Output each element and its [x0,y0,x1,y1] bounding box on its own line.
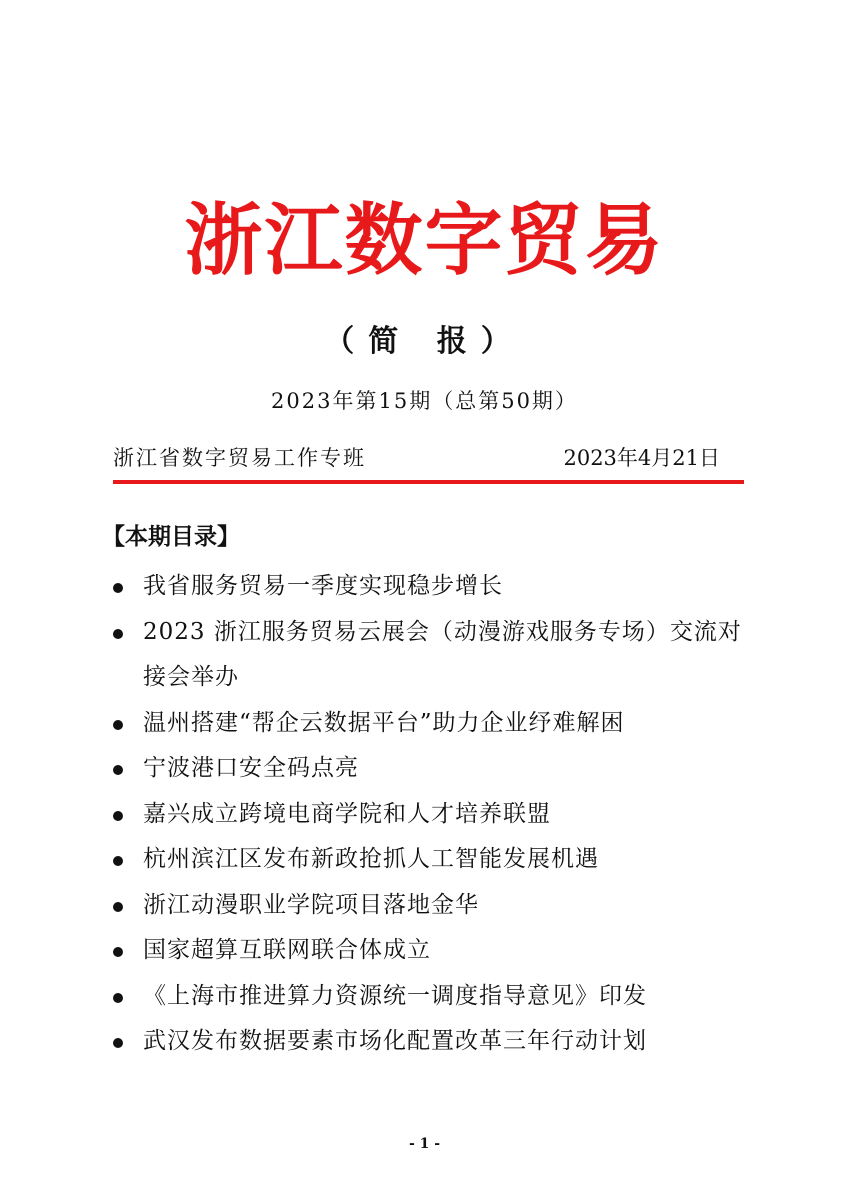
header-divider [113,480,744,484]
bullet-icon [113,947,123,957]
toc-item-text: 《上海市推进算力资源统一调度指导意见》印发 [143,982,647,1009]
publication-date: 2023年4月21日 [563,446,720,470]
toc-item [113,610,753,701]
toc-item-text: 武汉发布数据要素市场化配置改革三年行动计划 [143,1028,647,1054]
bullet-icon [113,1038,123,1048]
bullet-icon [113,765,123,775]
bullet-icon [113,811,123,821]
bullet-icon [113,993,123,1003]
toc-item [113,746,753,792]
toc-item [113,564,753,610]
page-number: - 1 - [408,1136,441,1152]
bullet-icon [113,583,123,593]
toc-item [113,792,753,838]
toc-item-text: 温州搭建“帮企云数据平台”助力企业纾难解困 [143,709,625,736]
toc-item-text: 杭州滨江区发布新政抢抓人工智能发展机遇 [143,846,599,872]
toc-item-text: 2023 浙江服务贸易云展会（动漫游戏服务专场）交流对接会举办 [143,618,742,690]
issue-line: 2023年第15期（总第50期） [271,389,578,413]
toc-item-text: 浙江动漫职业学院项目落地金华 [143,891,479,918]
toc-item [113,1019,753,1065]
toc-item [113,701,753,747]
masthead-subtitle: （简 报） [324,324,525,359]
toc-item-text: 国家超算互联网联合体成立 [143,937,431,963]
toc-heading: 【本期目录】 [102,524,240,550]
toc-item [113,974,753,1020]
publisher: 浙江省数字贸易工作专班 [113,446,366,470]
toc-item [113,928,753,974]
toc-item-text: 宁波港口安全码点亮 [143,755,359,781]
table-of-contents [113,564,753,1065]
bullet-icon [113,902,123,912]
toc-item-text: 嘉兴成立跨境电商学院和人才培养联盟 [143,800,551,827]
bullet-icon [113,856,123,866]
masthead-title: 浙江数字贸易 [184,195,665,286]
toc-item [113,883,753,929]
bullet-icon [113,720,123,730]
toc-item [113,837,753,883]
toc-item-text: 我省服务贸易一季度实现稳步增长 [143,573,503,599]
bullet-icon [113,629,123,639]
